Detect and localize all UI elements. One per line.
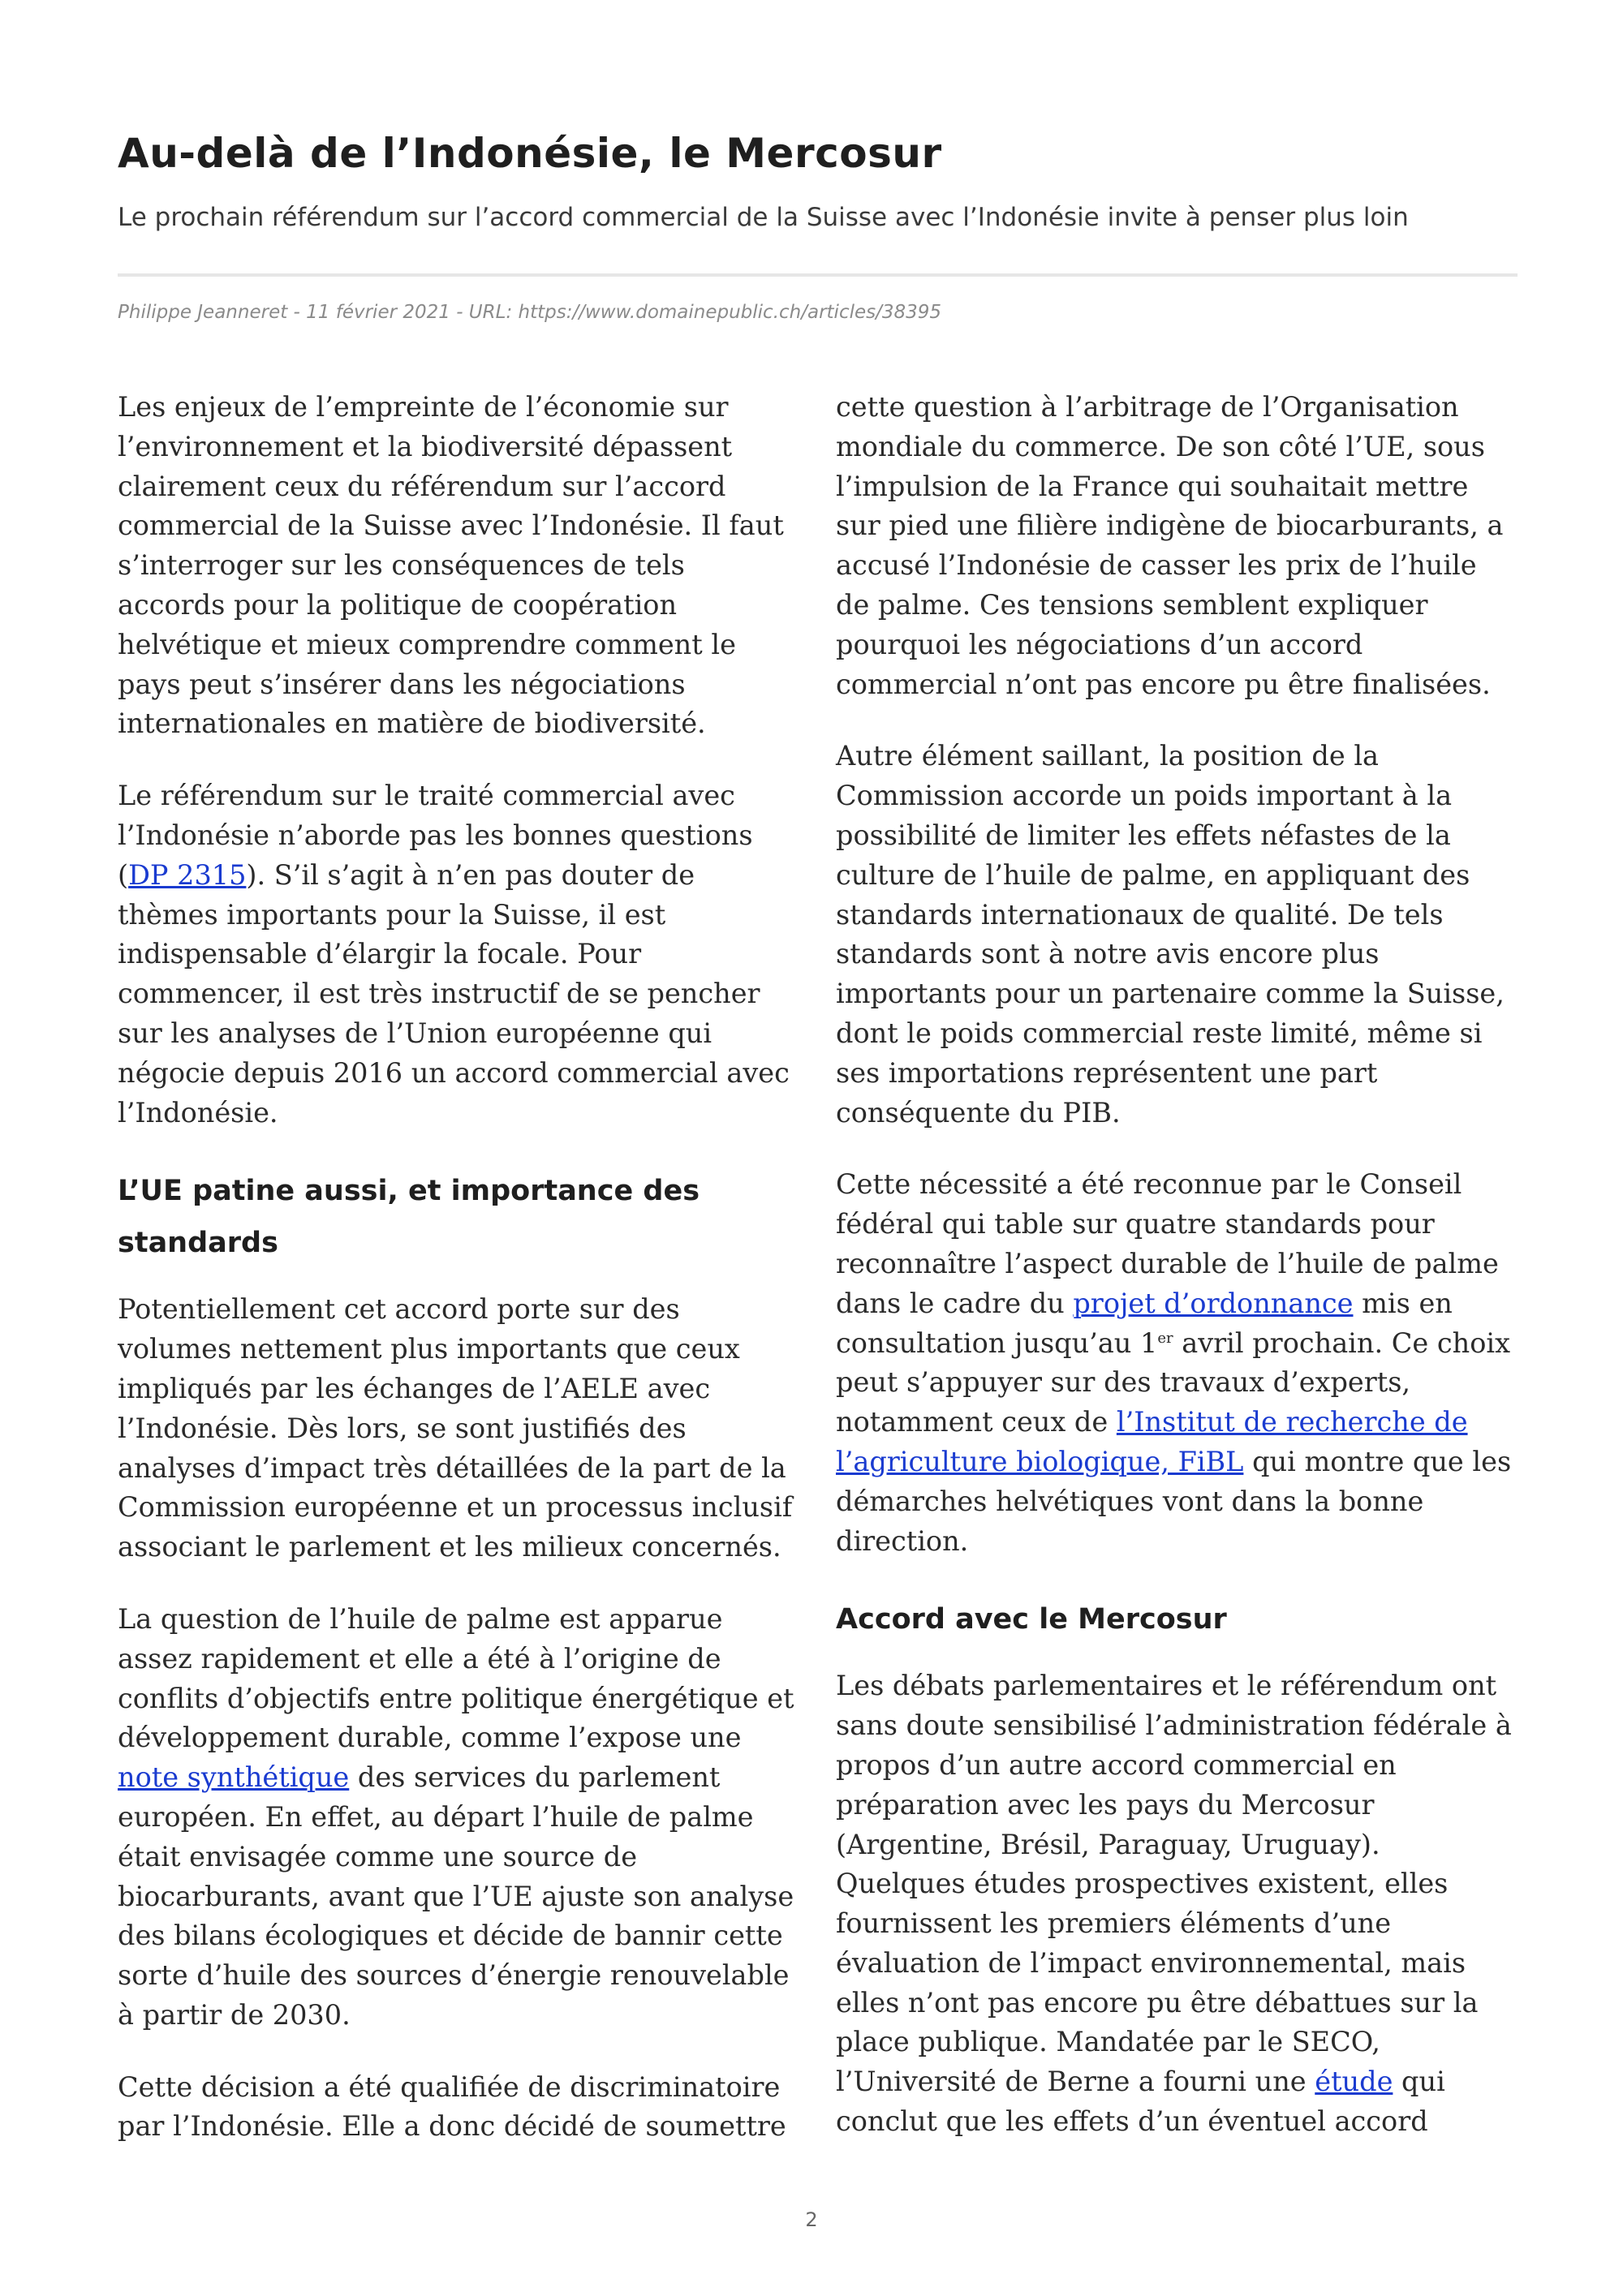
fibl-link[interactable]: l’Institut de recherche de l’agriculture biologique, FiBL xyxy=(836,1406,1468,1477)
article-title: Au-delà de l’Indonésie, le Mercosur xyxy=(118,130,942,177)
left-column xyxy=(118,388,799,2179)
paragraph-text: Les débats parlementaires et le référendum ont sans doute sensibilisé l’administration fédérale à propos d’un autre accord commercial en préparation avec les pays du Mercosur (Argentine, Brésil, Paraguay, Uruguay). Quelques études prospectives existent, elles fournissent les premiers éléments d’une évaluation de l’impact environnemental, mais elles n’ont pas encore pu être débattues sur la place publique. Mandatée par le SECO, l’Université de Berne a fourni une xyxy=(836,1670,1512,2098)
paragraph-text: avril prochain. Ce choix peut s’appuyer sur des travaux d’experts, notamment ceux de xyxy=(836,1326,1510,1438)
page-number: 2 xyxy=(805,2208,818,2231)
paragraph xyxy=(118,776,799,1133)
paragraph: cette question à l’arbitrage de l’Organisation mondiale du commerce. De son côté l’UE, sous l’impulsion de la France qui souhaitait mettre sur pied une filière indigène de biocarburants, a accusé l’Indonésie de casser les prix de l’huile de palme. Ces tensions semblent expliquer pourquoi les négociations d’un accord commercial n’ont pas encore pu être finalisées. xyxy=(836,391,1504,700)
paragraph: Les enjeux de l’empreinte de l’économie sur l’environnement et la biodiversité dépassent clairement ceux du référendum sur l’accord commercial de la Suisse avec l’Indonésie. Il faut s’interroger sur les conséquences de tels accords pour la politique de coopération helvétique et mieux comprendre comment le pays peut s’insérer dans les négociations internationales en matière de biodiversité. xyxy=(118,391,784,740)
paragraph-text: qui montre que les démarches helvétiques vont dans la bonne direction. xyxy=(836,1445,1512,1557)
paragraph-text: Le référendum sur le traité commercial avec l’Indonésie n’aborde pas les bonnes questions ( xyxy=(118,780,753,891)
section-heading: Accord avec le Mercosur xyxy=(836,1603,1227,1636)
note-synthetique-link[interactable]: note synthétique xyxy=(118,1761,350,1794)
right-column xyxy=(836,388,1518,2174)
paragraph-text: Cette nécessité a été reconnue par le Conseil fédéral qui table sur quatre standards pour reconnaître l’aspect durable de l’huile de palme dans le cadre du xyxy=(836,1168,1499,1319)
article-meta: Philippe Jeanneret - 11 février 2021 - URL: https://www.domainepublic.ch/articles/38395 xyxy=(118,302,942,323)
header-divider xyxy=(118,273,1518,277)
paragraph xyxy=(836,1165,1518,1561)
dp-2315-link[interactable]: DP 2315 xyxy=(128,858,247,891)
paragraph-text: La question de l’huile de palme est apparue assez rapidement et elle a été à l’origine de conflits d’objectifs entre politique énergétique et développement durable, comme l’expose une xyxy=(118,1602,794,1754)
paragraph-text: ). S’il s’agit à n’en pas douter de thèmes importants pour la Suisse, il est indispensable d’élargir la focale. Pour commencer, il est très instructif de se pencher sur les analyses de l’Union européenne qui négocie depuis 2016 un accord commercial avec l’Indonésie. xyxy=(118,858,790,1129)
projet-ordonnance-link[interactable]: projet d’ordonnance xyxy=(1073,1287,1354,1319)
article-subtitle: Le prochain référendum sur l’accord commercial de la Suisse avec l’Indonésie invite à penser plus loin xyxy=(118,203,1409,232)
paragraph xyxy=(836,1666,1518,2142)
section-heading: L’UE patine aussi, et importance des standards xyxy=(118,1175,700,1260)
paragraph-text: des services du parlement européen. En effet, au départ l’huile de palme était envisagée comme une source de biocarburants, avant que l’UE ajuste son analyse des bilans écologiques et décide de bannir cette sorte d’huile des sources d’énergie renouvelable à partir de 2030. xyxy=(118,1761,794,2031)
ordinal-superscript: er xyxy=(1157,1329,1173,1347)
paragraph-text: qui conclut que les effets d’un éventuel accord xyxy=(836,2066,1445,2138)
paragraph-text: mis en consultation jusqu’au 1 xyxy=(836,1287,1453,1359)
paragraph: Autre élément saillant, la position de la Commission accorde un poids important à la possibilité de limiter les effets néfastes de la culture de l’huile de palme, en appliquant des standards internationaux de qualité. De tels standards sont à notre avis encore plus importants pour un partenaire comme la Suisse, dont le poids commercial reste limité, même si ses importations représentent une part conséquente du PIB. xyxy=(836,740,1505,1129)
paragraph: Cette décision a été qualifiée de discriminatoire par l’Indonésie. Elle a donc décidé de soumettre xyxy=(118,2070,786,2143)
paragraph xyxy=(118,1600,799,2036)
etude-link[interactable]: étude xyxy=(1315,2066,1393,2098)
paragraph: Potentiellement cet accord porte sur des volumes nettement plus importants que ceux impliqués par les échanges de l’AELE avec l’Indonésie. Dès lors, se sont justifiés des analyses d’impact très détaillées de la part de la Commission européenne et un processus inclusif associant le parlement et les milieux concernés. xyxy=(118,1293,793,1563)
